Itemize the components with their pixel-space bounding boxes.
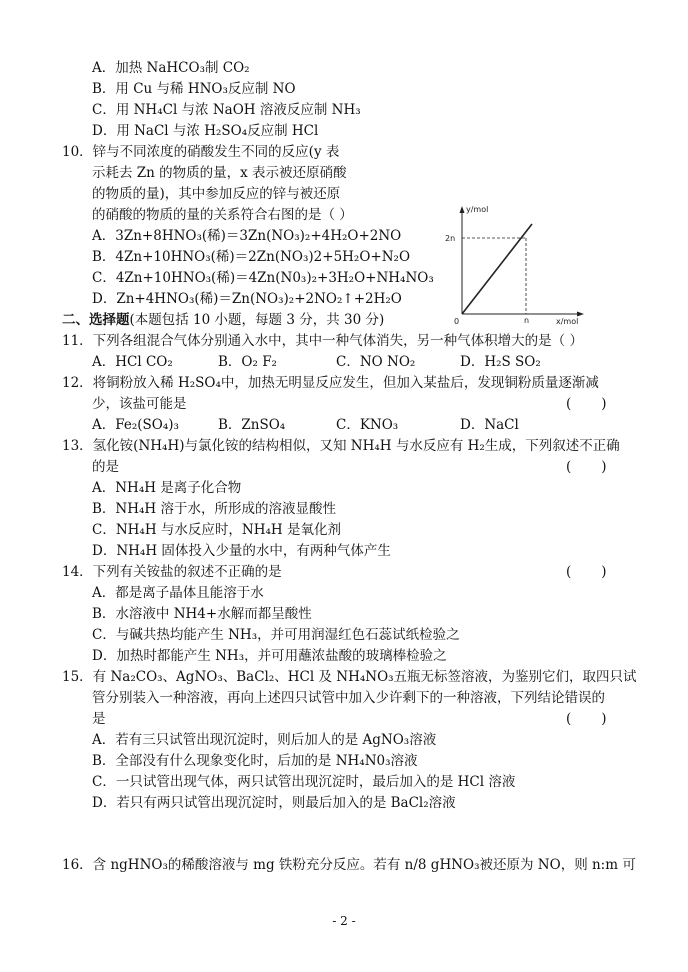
q11-stem: 11．下列各组混合气体分别通入水中，其中一种气体消失，另一种气体积增大的是（ ） — [62, 333, 583, 349]
q15-option-c: C．一只试管出现气体，两只试管出现沉淀时，最后加入的是 HCl 溶液 — [92, 774, 516, 790]
section-header — [62, 310, 384, 330]
q9-option-b: B．用 Cu 与稀 HNO₃反应制 NO — [92, 81, 296, 97]
q12-answer-paren: ( ) — [566, 396, 607, 412]
q15-stem-line-3: 是 — [92, 711, 106, 727]
q14-answer-paren: ( ) — [566, 564, 607, 580]
q13-option-c: C．NH₄H 与水反应时，NH₄H 是氧化剂 — [92, 522, 341, 538]
q13-stem-line-2: 的是 — [92, 459, 119, 475]
q12-option-a: A．Fe₂(SO₄)₃ — [92, 417, 179, 433]
q13-answer-paren: ( ) — [566, 459, 607, 475]
q14-option-b: B．水溶液中 NH4+水解而都呈酸性 — [92, 606, 312, 622]
q15-option-d: D．若只有两只试管出现沉淀时，则最后加入的是 BaCl₂溶液 — [92, 795, 456, 811]
q15-option-a: A．若有三只试管出现沉淀时，则后加人的是 AgNO₃溶液 — [92, 732, 437, 748]
q13-option-a: A．NH₄H 是离子化合物 — [92, 480, 242, 496]
q11-option-d: D．H₂S SO₂ — [460, 354, 541, 370]
graph-data-line — [462, 224, 532, 314]
section-title: 二、选择题 — [62, 312, 130, 328]
q10-option-b: B．4Zn+10HNO₃(稀)＝2Zn(NO₃)2+5H₂O+N₂O — [92, 249, 411, 265]
q10-option-c: C．4Zn+10HNO₃(稀)＝4Zn(N0₃)₂+3H₂O+NH₄NO₃ — [92, 270, 434, 286]
q12-option-d: D．NaCl — [460, 417, 519, 433]
graph-x-arrow — [577, 312, 584, 317]
q15-answer-paren: ( ) — [566, 711, 607, 727]
graph-x-tick: n — [524, 316, 530, 325]
q12-stem-line-1: 12．将铜粉放入稀 H₂SO₄中，加热无明显反应发生，但加入某盐后，发现铜粉质量逐渐减 — [62, 375, 599, 391]
q11-option-b: B．O₂ F₂ — [218, 354, 277, 370]
q10-option-d: D．Zn+4HNO₃(稀)＝Zn(NO₃)₂+2NO₂↑+2H₂O — [92, 291, 402, 307]
q13-stem-line-1: 13．氢化铵(NH₄H)与氯化铵的结构相似，又知 NH₄H 与水反应有 H₂生成，下列叙述不正确 — [62, 438, 620, 454]
q10-stem-line-4: 的硝酸的物质的量的关系符合右图的是（ ） — [92, 207, 353, 223]
q14-option-d: D．加热时都能产生 NH₃，并可用蘸浓盐酸的玻璃棒检验之 — [92, 648, 447, 664]
q13-option-d: D．NH₄H 固体投入少量的水中，有两种气体产生 — [92, 543, 391, 559]
graph-y-tick: 2n — [445, 234, 456, 243]
q10-stem-line-3: 的物质的量)，其中参加反应的锌与被还原 — [92, 186, 341, 202]
q14-option-c: C．与碱共热均能产生 NH₃，并可用润湿红色石蕊试纸检验之 — [92, 627, 460, 643]
q12-stem-line-2: 少，该盐可能是 — [92, 396, 187, 412]
q15-option-b: B．全部没有什么现象变化时，后加的是 NH₄N0₃溶液 — [92, 753, 418, 769]
q11-option-c: C．NO NO₂ — [336, 354, 416, 370]
q14-option-a: A．都是离子晶体且能溶于水 — [92, 585, 264, 601]
q15-stem-line-1: 15．有 Na₂CO₃、AgNO₃、BaCl₂、HCl 及 NH₄NO₃五瓶无标签溶液，为鉴别它们，取四只试 — [62, 669, 637, 685]
graph-origin-label: 0 — [454, 317, 460, 326]
q9-option-c: C．用 NH₄Cl 与浓 NaOH 溶液反应制 NH₃ — [92, 102, 361, 118]
q10-option-a: A．3Zn+8HNO₃(稀)＝3Zn(NO₃)₂+4H₂O+2NO — [92, 228, 402, 244]
q9-option-d: D．用 NaCl 与浓 H₂SO₄反应制 HCl — [92, 123, 319, 139]
q12-option-b: B．ZnSO₄ — [218, 417, 286, 433]
section-desc: (本题包括 10 小题，每题 3 分，共 30 分) — [129, 312, 385, 328]
q13-option-b: B．NH₄H 溶于水，所形成的溶液显酸性 — [92, 501, 336, 517]
graph-y-label: y/mol — [466, 205, 489, 214]
q10-stem-line-2: 示耗去 Zn 的物质的量，x 表示被还原硝酸 — [92, 165, 347, 181]
q16-stem-line-1: 16．含 ngHNO₃的稀酸溶液与 mg 铁粉充分反应。若有 n/8 gHNO₃被还原为 NO，则 n:m 可 — [62, 857, 636, 873]
page-number: - 2 - — [332, 914, 356, 928]
q15-stem-line-2: 管分别装入一种溶液，再向上述四只试管中加入少许剩下的一种溶液，下列结论错误的 — [92, 690, 605, 706]
q9-option-a: A．加热 NaHCO₃制 CO₂ — [92, 60, 250, 76]
graph-y-arrow — [460, 206, 465, 213]
q10-graph — [440, 202, 590, 330]
q11-option-a: A．HCl CO₂ — [92, 354, 173, 370]
q12-option-c: C．KNO₃ — [336, 417, 399, 433]
q10-stem-line-1: 10．锌与不同浓度的硝酸发生不同的反应(y 表 — [62, 144, 340, 160]
q14-stem: 14．下列有关铵盐的叙述不正确的是 — [62, 564, 282, 580]
graph-x-label: x/mol — [556, 317, 579, 326]
